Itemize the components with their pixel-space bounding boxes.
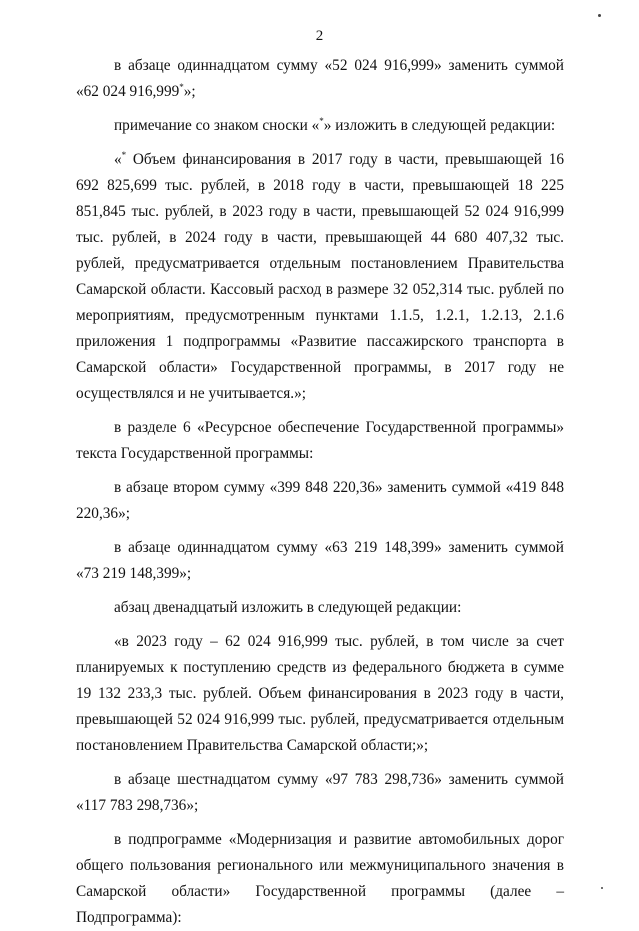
- scan-speck: [601, 887, 603, 889]
- paragraph: в абзаце одиннадцатом сумму «52 024 916,999» заменить суммой «62 024 916,999*»;: [76, 57, 564, 100]
- paragraph: в абзаце шестнадцатом сумму «97 783 298,736» заменить суммой «117 783 298,736»;: [76, 771, 564, 814]
- page-number: 2: [315, 28, 324, 44]
- paragraph: «* Объем финансирования в 2017 году в части, превышающей 16 692 825,699 тыс. рублей, в 2018 году в части, превышающей 18 225 851,845 тыс. рублей, в 2023 году в части, превышающей 52 024 916,999 тыс. рублей, в 2024 году в части, превышающей 44 680 407,32 тыс. рублей, предусматривается отдельным постановлением Правительства Самарской области. Кассовый расход в размере 32 052,314 тыс. рублей по мероприятиям, предусмотренным пунктами 1.1.5, 1.2.1, 1.2.13, 2.1.6 приложения 1 подпрограммы «Развитие пассажирского транспорта в Самарской области» Государственной программы, в 2017 году не осуществлялся и не учитывается.»;: [76, 149, 564, 402]
- paragraph: в абзаце втором сумму «399 848 220,36» заменить суммой «419 848 220,36»;: [76, 479, 564, 522]
- document-body: [76, 53, 564, 931]
- footnote-mark: *: [319, 115, 324, 126]
- paragraph: примечание со знаком сноски «*» изложить в следующей редакции:: [114, 115, 556, 134]
- footnote-mark: *: [179, 81, 184, 92]
- paragraph: в подпрограмме «Модернизация и развитие автомобильных дорог общего пользования регионального или межмуниципального значения в Самарской области» Государственной программы (далее – Подпрограмма):: [76, 831, 564, 926]
- paragraph: «в 2023 году – 62 024 916,999 тыс. рублей, в том числе за счет планируемых к поступлению средств из федерального бюджета в сумме 19 132 233,3 тыс. рублей. Объем финансирования в 2023 году в части, превышающей 52 024 916,999 тыс. рублей, предусматривается отдельным постановлением Правительства Самарской области;»;: [76, 633, 564, 754]
- footnote-mark: *: [121, 149, 127, 160]
- paragraph: абзац двенадцатый изложить в следующей редакции:: [114, 599, 462, 616]
- paragraph: в разделе 6 «Ресурсное обеспечение Государственной программы» текста Государственной программы:: [76, 419, 564, 462]
- paragraph: в абзаце одиннадцатом сумму «63 219 148,399» заменить суммой «73 219 148,399»;: [76, 539, 564, 582]
- scan-speck: [598, 14, 601, 17]
